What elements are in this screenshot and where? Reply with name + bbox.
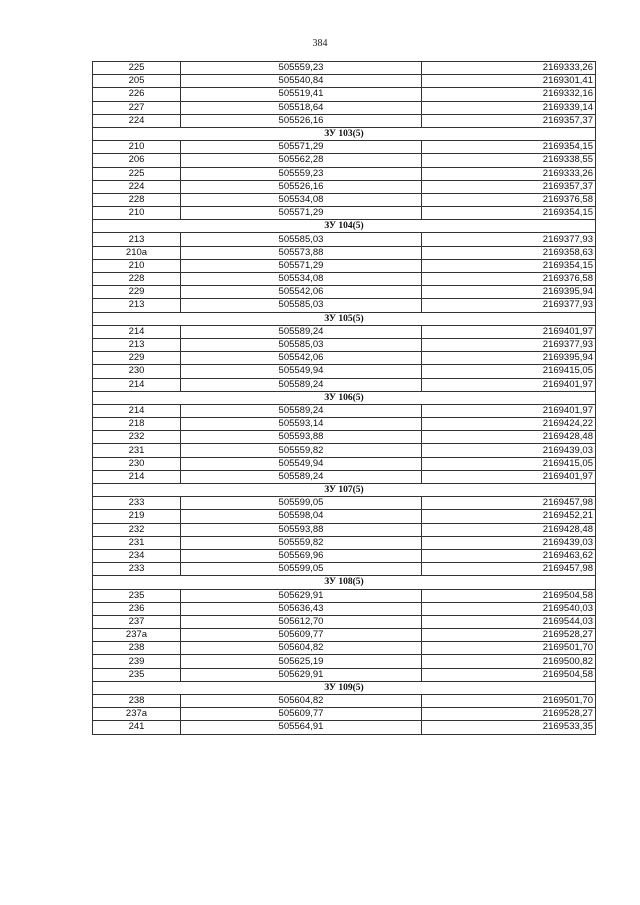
point-id-cell: 237а [93, 708, 181, 721]
point-id-cell: 214 [93, 378, 181, 391]
x-coordinate-cell: 505598,04 [181, 510, 422, 523]
y-coordinate-cell: 2169439,03 [422, 536, 596, 549]
y-coordinate-cell: 2169428,48 [422, 431, 596, 444]
y-coordinate-cell: 2169395,94 [422, 286, 596, 299]
table-row [93, 615, 596, 628]
table-row [93, 695, 596, 708]
section-title: ЗУ 109(5) [93, 681, 596, 694]
point-id-cell: 210 [93, 259, 181, 272]
x-coordinate-cell: 505609,77 [181, 708, 422, 721]
table-row [93, 114, 596, 127]
table-row [93, 470, 596, 483]
x-coordinate-cell: 505559,23 [181, 167, 422, 180]
table-row [93, 444, 596, 457]
table-row [93, 101, 596, 114]
y-coordinate-cell: 2169428,48 [422, 523, 596, 536]
x-coordinate-cell: 505625,19 [181, 655, 422, 668]
section-title: ЗУ 108(5) [93, 576, 596, 589]
point-id-cell: 236 [93, 602, 181, 615]
table-row [93, 273, 596, 286]
point-id-cell: 218 [93, 418, 181, 431]
section-title: ЗУ 106(5) [93, 391, 596, 404]
page-number: 384 [312, 38, 328, 49]
table-row [93, 62, 596, 75]
section-title: ЗУ 105(5) [93, 312, 596, 325]
table-row [93, 193, 596, 206]
coordinates-table [92, 61, 596, 735]
table-row [93, 154, 596, 167]
y-coordinate-cell: 2169333,26 [422, 167, 596, 180]
table-row [93, 404, 596, 417]
table-row [93, 141, 596, 154]
table-row [93, 549, 596, 562]
point-id-cell: 239 [93, 655, 181, 668]
y-coordinate-cell: 2169376,58 [422, 193, 596, 206]
point-id-cell: 214 [93, 325, 181, 338]
point-id-cell: 205 [93, 75, 181, 88]
table-row [93, 207, 596, 220]
y-coordinate-cell: 2169377,93 [422, 299, 596, 312]
x-coordinate-cell: 505549,94 [181, 365, 422, 378]
point-id-cell: 235 [93, 589, 181, 602]
table-row [93, 352, 596, 365]
y-coordinate-cell: 2169504,58 [422, 668, 596, 681]
table-row [93, 629, 596, 642]
x-coordinate-cell: 505569,96 [181, 549, 422, 562]
table-row [93, 75, 596, 88]
point-id-cell: 224 [93, 114, 181, 127]
x-coordinate-cell: 505589,24 [181, 325, 422, 338]
point-id-cell: 235 [93, 668, 181, 681]
x-coordinate-cell: 505589,24 [181, 404, 422, 417]
y-coordinate-cell: 2169500,82 [422, 655, 596, 668]
x-coordinate-cell: 505534,08 [181, 193, 422, 206]
point-id-cell: 229 [93, 286, 181, 299]
x-coordinate-cell: 505589,24 [181, 378, 422, 391]
table-row [93, 589, 596, 602]
section-title: ЗУ 103(5) [93, 127, 596, 140]
table-row [93, 167, 596, 180]
point-id-cell: 237а [93, 629, 181, 642]
y-coordinate-cell: 2169354,15 [422, 141, 596, 154]
table-row [93, 523, 596, 536]
y-coordinate-cell: 2169377,93 [422, 233, 596, 246]
y-coordinate-cell: 2169338,55 [422, 154, 596, 167]
table-row [93, 286, 596, 299]
table-row [93, 431, 596, 444]
y-coordinate-cell: 2169357,37 [422, 114, 596, 127]
point-id-cell: 233 [93, 497, 181, 510]
x-coordinate-cell: 505571,29 [181, 259, 422, 272]
y-coordinate-cell: 2169528,27 [422, 629, 596, 642]
x-coordinate-cell: 505609,77 [181, 629, 422, 642]
point-id-cell: 225 [93, 62, 181, 75]
x-coordinate-cell: 505585,03 [181, 299, 422, 312]
section-header-row [93, 391, 596, 404]
y-coordinate-cell: 2169544,03 [422, 615, 596, 628]
table-row [93, 338, 596, 351]
x-coordinate-cell: 505593,88 [181, 431, 422, 444]
table-row [93, 365, 596, 378]
point-id-cell: 232 [93, 523, 181, 536]
point-id-cell: 227 [93, 101, 181, 114]
point-id-cell: 228 [93, 193, 181, 206]
table-row [93, 457, 596, 470]
section-header-row [93, 220, 596, 233]
y-coordinate-cell: 2169401,97 [422, 325, 596, 338]
x-coordinate-cell: 505540,84 [181, 75, 422, 88]
table-row [93, 180, 596, 193]
point-id-cell: 214 [93, 404, 181, 417]
x-coordinate-cell: 505542,06 [181, 352, 422, 365]
x-coordinate-cell: 505629,91 [181, 589, 422, 602]
table-row [93, 233, 596, 246]
section-header-row [93, 681, 596, 694]
y-coordinate-cell: 2169424,22 [422, 418, 596, 431]
y-coordinate-cell: 2169339,14 [422, 101, 596, 114]
section-header-row [93, 127, 596, 140]
x-coordinate-cell: 505585,03 [181, 338, 422, 351]
x-coordinate-cell: 505559,82 [181, 536, 422, 549]
table-row [93, 325, 596, 338]
table-row [93, 299, 596, 312]
x-coordinate-cell: 505585,03 [181, 233, 422, 246]
section-header-row [93, 576, 596, 589]
section-header-row [93, 484, 596, 497]
y-coordinate-cell: 2169528,27 [422, 708, 596, 721]
table-row [93, 259, 596, 272]
point-id-cell: 241 [93, 721, 181, 734]
table-row [93, 88, 596, 101]
y-coordinate-cell: 2169439,03 [422, 444, 596, 457]
x-coordinate-cell: 505526,16 [181, 180, 422, 193]
table-row [93, 497, 596, 510]
point-id-cell: 210а [93, 246, 181, 259]
section-title: ЗУ 104(5) [93, 220, 596, 233]
y-coordinate-cell: 2169333,26 [422, 62, 596, 75]
y-coordinate-cell: 2169533,35 [422, 721, 596, 734]
y-coordinate-cell: 2169377,93 [422, 338, 596, 351]
y-coordinate-cell: 2169395,94 [422, 352, 596, 365]
table-row [93, 642, 596, 655]
point-id-cell: 226 [93, 88, 181, 101]
coordinates-table-body [93, 62, 596, 735]
x-coordinate-cell: 505589,24 [181, 470, 422, 483]
point-id-cell: 232 [93, 431, 181, 444]
point-id-cell: 225 [93, 167, 181, 180]
section-title: ЗУ 107(5) [93, 484, 596, 497]
table-row [93, 668, 596, 681]
point-id-cell: 230 [93, 457, 181, 470]
y-coordinate-cell: 2169354,15 [422, 207, 596, 220]
x-coordinate-cell: 505559,23 [181, 62, 422, 75]
y-coordinate-cell: 2169301,41 [422, 75, 596, 88]
y-coordinate-cell: 2169415,05 [422, 457, 596, 470]
x-coordinate-cell: 505549,94 [181, 457, 422, 470]
table-row [93, 418, 596, 431]
point-id-cell: 234 [93, 549, 181, 562]
y-coordinate-cell: 2169501,70 [422, 642, 596, 655]
x-coordinate-cell: 505571,29 [181, 207, 422, 220]
y-coordinate-cell: 2169354,15 [422, 259, 596, 272]
point-id-cell: 229 [93, 352, 181, 365]
point-id-cell: 213 [93, 233, 181, 246]
x-coordinate-cell: 505604,82 [181, 695, 422, 708]
point-id-cell: 210 [93, 207, 181, 220]
y-coordinate-cell: 2169357,37 [422, 180, 596, 193]
point-id-cell: 228 [93, 273, 181, 286]
x-coordinate-cell: 505604,82 [181, 642, 422, 655]
table-row [93, 510, 596, 523]
point-id-cell: 214 [93, 470, 181, 483]
y-coordinate-cell: 2169401,97 [422, 378, 596, 391]
point-id-cell: 219 [93, 510, 181, 523]
point-id-cell: 231 [93, 536, 181, 549]
x-coordinate-cell: 505593,14 [181, 418, 422, 431]
y-coordinate-cell: 2169332,16 [422, 88, 596, 101]
x-coordinate-cell: 505534,08 [181, 273, 422, 286]
point-id-cell: 233 [93, 563, 181, 576]
point-id-cell: 210 [93, 141, 181, 154]
y-coordinate-cell: 2169501,70 [422, 695, 596, 708]
y-coordinate-cell: 2169457,98 [422, 563, 596, 576]
x-coordinate-cell: 505599,05 [181, 563, 422, 576]
x-coordinate-cell: 505559,82 [181, 444, 422, 457]
x-coordinate-cell: 505571,29 [181, 141, 422, 154]
y-coordinate-cell: 2169540,03 [422, 602, 596, 615]
table-row [93, 721, 596, 734]
point-id-cell: 224 [93, 180, 181, 193]
x-coordinate-cell: 505564,91 [181, 721, 422, 734]
table-row [93, 378, 596, 391]
point-id-cell: 238 [93, 642, 181, 655]
table-row [93, 708, 596, 721]
table-row [93, 536, 596, 549]
x-coordinate-cell: 505519,41 [181, 88, 422, 101]
y-coordinate-cell: 2169463,62 [422, 549, 596, 562]
x-coordinate-cell: 505599,05 [181, 497, 422, 510]
table-row [93, 246, 596, 259]
x-coordinate-cell: 505562,28 [181, 154, 422, 167]
table-row [93, 655, 596, 668]
point-id-cell: 213 [93, 299, 181, 312]
y-coordinate-cell: 2169457,98 [422, 497, 596, 510]
y-coordinate-cell: 2169452,21 [422, 510, 596, 523]
table-row [93, 602, 596, 615]
x-coordinate-cell: 505612,70 [181, 615, 422, 628]
x-coordinate-cell: 505526,16 [181, 114, 422, 127]
y-coordinate-cell: 2169415,05 [422, 365, 596, 378]
table-row [93, 563, 596, 576]
y-coordinate-cell: 2169401,97 [422, 404, 596, 417]
x-coordinate-cell: 505636,43 [181, 602, 422, 615]
x-coordinate-cell: 505518,64 [181, 101, 422, 114]
point-id-cell: 206 [93, 154, 181, 167]
y-coordinate-cell: 2169376,58 [422, 273, 596, 286]
x-coordinate-cell: 505593,88 [181, 523, 422, 536]
point-id-cell: 213 [93, 338, 181, 351]
section-header-row [93, 312, 596, 325]
y-coordinate-cell: 2169504,58 [422, 589, 596, 602]
point-id-cell: 237 [93, 615, 181, 628]
x-coordinate-cell: 505542,06 [181, 286, 422, 299]
point-id-cell: 230 [93, 365, 181, 378]
y-coordinate-cell: 2169358,63 [422, 246, 596, 259]
x-coordinate-cell: 505629,91 [181, 668, 422, 681]
x-coordinate-cell: 505573,88 [181, 246, 422, 259]
point-id-cell: 238 [93, 695, 181, 708]
point-id-cell: 231 [93, 444, 181, 457]
y-coordinate-cell: 2169401,97 [422, 470, 596, 483]
